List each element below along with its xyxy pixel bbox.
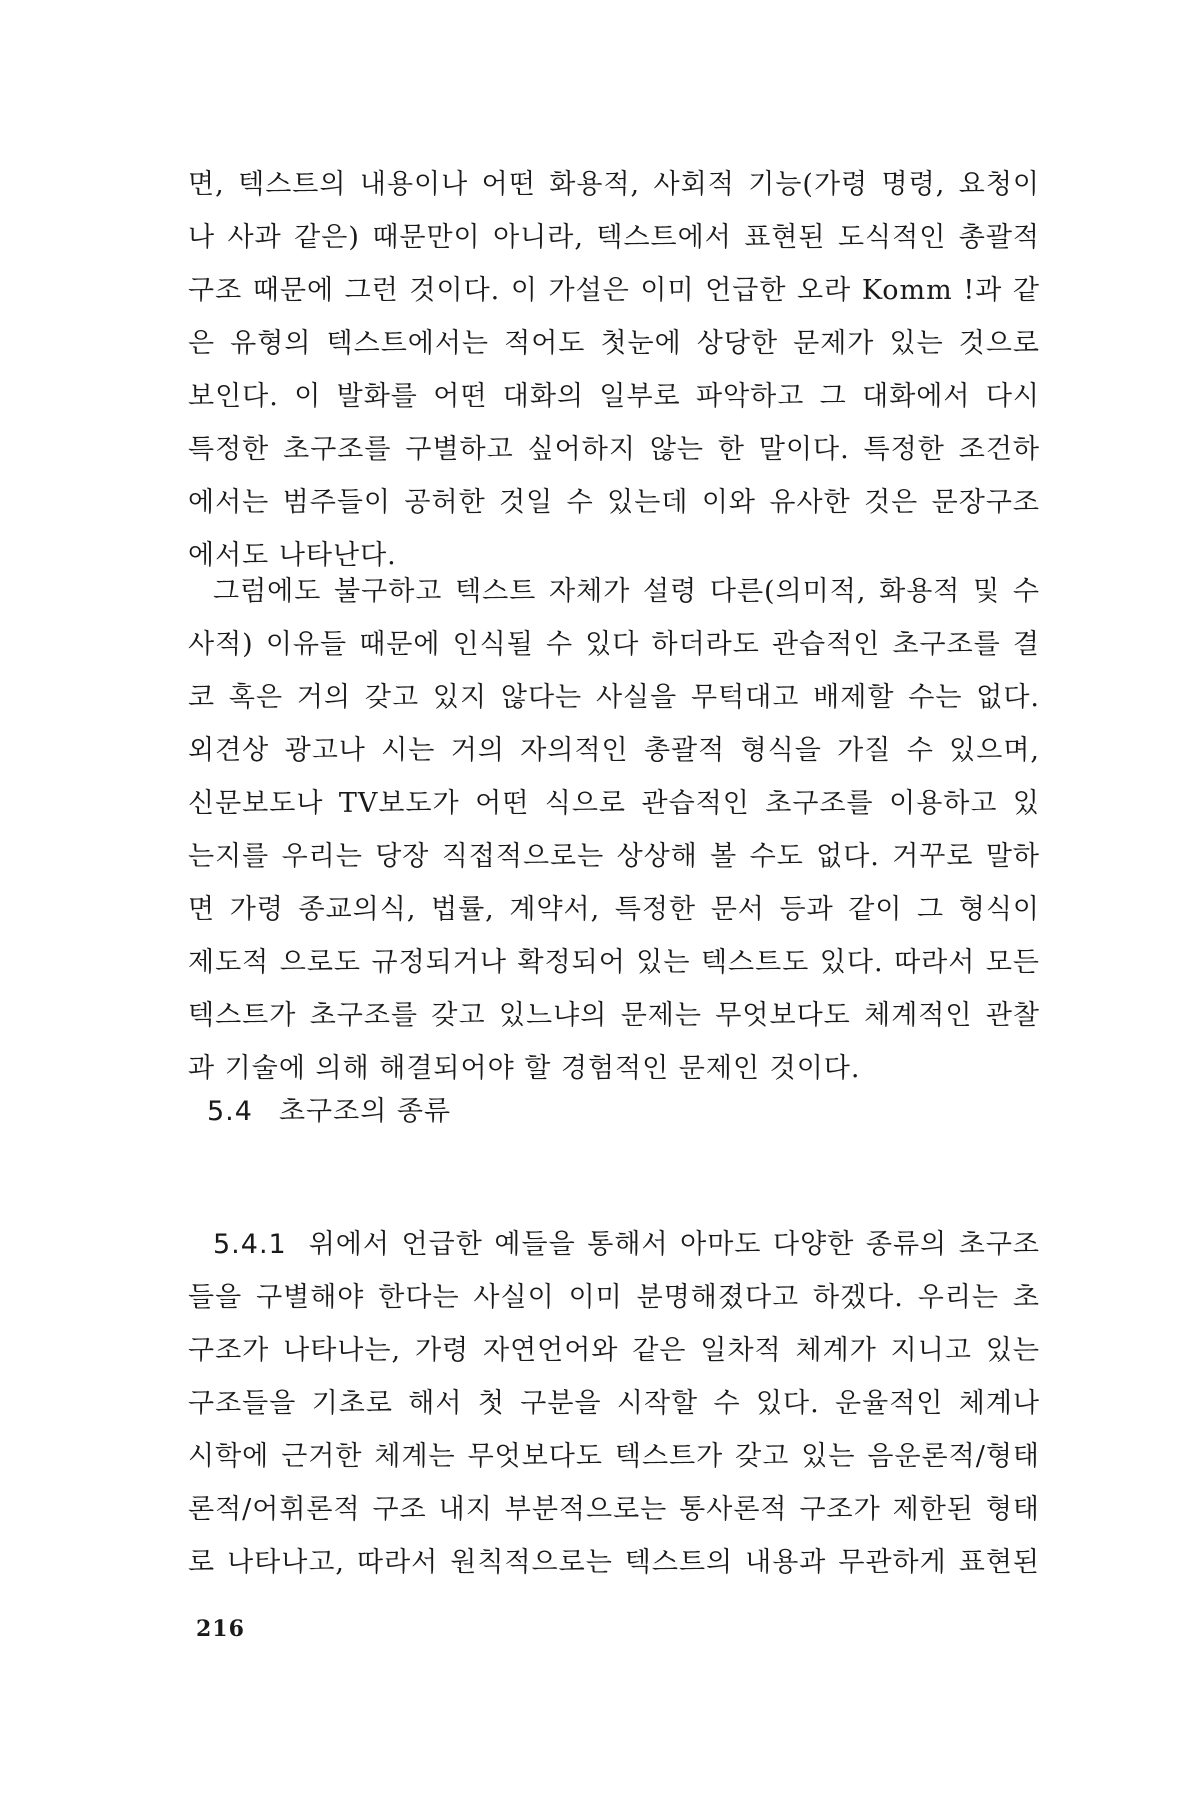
- paragraph-2: [188, 565, 1040, 1095]
- text-line: 사적) 이유들 때문에 인식될 수 있다 하더라도 관습적인 초구조를 결: [188, 629, 1040, 660]
- text-line: 나 사과 같은) 때문만이 아니라, 텍스트에서 표현된 도식적인 총괄적: [188, 222, 1040, 253]
- text-line: 론적/어휘론적 구조 내지 부분적으로는 통사론적 구조가 제한된 형태: [188, 1494, 1040, 1525]
- text-line: 로 나타나고, 따라서 원칙적으로는 텍스트의 내용과 무관하게 표현된: [188, 1547, 1040, 1578]
- text-line: 신문보도나 TV보도가 어떤 식으로 관습적인 초구조를 이용하고 있: [188, 788, 1040, 819]
- text-line: 시학에 근거한 체계는 무엇보다도 텍스트가 갖고 있는 음운론적/형태: [188, 1441, 1040, 1472]
- text-line: 구조가 나타나는, 가령 자연언어와 같은 일차적 체계가 지니고 있는: [188, 1335, 1040, 1366]
- text-line: 구조 때문에 그런 것이다. 이 가설은 이미 언급한 오라 Komm !과 같: [188, 275, 1040, 306]
- section-number: 5.4: [207, 1096, 253, 1127]
- text-line: 과 기술에 의해 해결되어야 할 경험적인 문제인 것이다.: [188, 1053, 861, 1084]
- text-line: 특정한 초구조를 구별하고 싶어하지 않는 한 말이다. 특정한 조건하: [188, 434, 1040, 465]
- text-line: 텍스트가 초구조를 갖고 있느냐의 문제는 무엇보다도 체계적인 관찰: [188, 1000, 1040, 1031]
- page-number: 216: [196, 1616, 245, 1642]
- text-line: 코 혹은 거의 갖고 있지 않다는 사실을 무턱대고 배제할 수는 없다.: [188, 682, 1040, 713]
- subsection-number: 5.4.1: [213, 1229, 287, 1260]
- text-line: 에서도 나타난다.: [188, 540, 397, 571]
- text-line: 면 가령 종교의식, 법률, 계약서, 특정한 문서 등과 같이 그 형식이: [188, 894, 1040, 925]
- text-line: 보인다. 이 발화를 어떤 대화의 일부로 파악하고 그 대화에서 다시: [188, 381, 1040, 412]
- text-line: 구조들을 기초로 해서 첫 구분을 시작할 수 있다. 운율적인 체계나: [188, 1388, 1040, 1419]
- subsection-paragraph: [188, 1218, 1040, 1589]
- paragraph-1: [188, 158, 1040, 582]
- text-line: 외견상 광고나 시는 거의 자의적인 총괄적 형식을 가질 수 있으며,: [188, 735, 1040, 766]
- text-line: 그럼에도 불구하고 텍스트 자체가 설령 다른(의미적, 화용적 및 수: [213, 576, 1040, 607]
- section-heading: [207, 1085, 451, 1138]
- text-line: 면, 텍스트의 내용이나 어떤 화용적, 사회적 기능(가령 명령, 요청이: [188, 169, 1040, 200]
- text-line: 제도적 으로도 규정되거나 확정되어 있는 텍스트도 있다. 따라서 모든: [188, 947, 1040, 978]
- text-line: 은 유형의 텍스트에서는 적어도 첫눈에 상당한 문제가 있는 것으로: [188, 328, 1040, 359]
- text-line: 에서는 범주들이 공허한 것일 수 있는데 이와 유사한 것은 문장구조: [188, 487, 1040, 518]
- subsection-first-line: 위에서 언급한 예들을 통해서 아마도 다양한 종류의 초구조: [308, 1229, 1040, 1260]
- text-line: [188, 1218, 1040, 1271]
- text-line: 들을 구별해야 한다는 사실이 이미 분명해졌다고 하겠다. 우리는 초: [188, 1282, 1040, 1313]
- section-title: 초구조의 종류: [278, 1096, 452, 1127]
- text-line: 는지를 우리는 당장 직접적으로는 상상해 볼 수도 없다. 거꾸로 말하: [188, 841, 1040, 872]
